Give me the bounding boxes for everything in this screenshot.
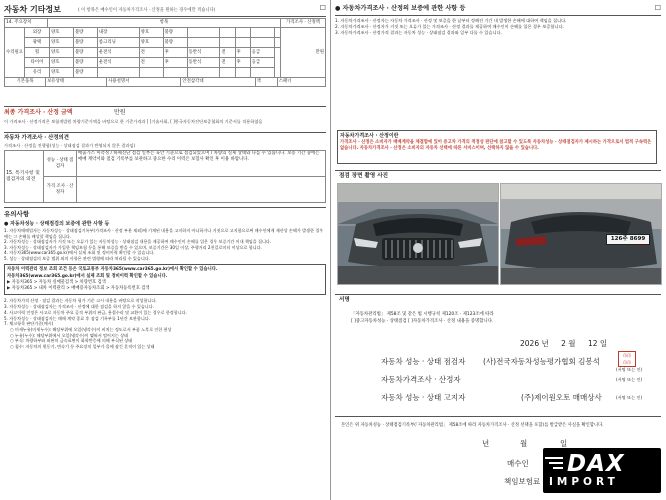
- insurance-fee-label: 책임보험료: [504, 477, 541, 486]
- receipt-month-label: 월: [520, 439, 528, 448]
- option[interactable]: 전: [139, 48, 163, 58]
- notice-item: 5. 성능 · 상태점검의 보증 범위 외의 사항은 관련 법령에 따라 처리될 수 있습니다.: [4, 255, 151, 261]
- photo-title: 점검 장면 촬영 사진: [339, 173, 389, 179]
- option[interactable]: 응급: [250, 48, 274, 58]
- section-subtitle: ( 이 항목은 매수인이 자동차가격조사 · 산정을 원하는 경우에만 적습니다): [78, 8, 216, 13]
- main-part-label: 14. 주요장치: [5, 19, 48, 28]
- month-unit: 월: [568, 339, 576, 348]
- option[interactable]: 스패너: [277, 78, 325, 87]
- option[interactable]: 전: [139, 58, 163, 68]
- notice-item: 4. 자동차365(www.car365.go.kr)에서 실제 조회 및 정비이력 확인할 수 있습니다.: [4, 250, 155, 256]
- rear-car-photo: [500, 183, 662, 285]
- won-unit: 만원: [281, 28, 326, 78]
- warranty-item: 2. 자동차가격조사 · 산정자가 거짓 또는 오류가 있는 가격조사 · 산정 결과를 제공하여 매수인이 손해를 입은 경우 보증합니다.: [335, 23, 564, 29]
- inspector-label: 성능 · 상태 점검자: [44, 151, 77, 177]
- price-header: 가격조사 · 산정액: [281, 19, 326, 28]
- box-line: ▶ 자동차365 > 내차 이력관리 > 매매용자동차조회 > 자동차등록번호 검색: [7, 286, 150, 292]
- row-label-glass: 유리: [24, 68, 49, 78]
- notice-items: [4, 228, 326, 261]
- year-unit: 년: [541, 339, 549, 348]
- checkbox-icon[interactable]: ☐: [319, 4, 326, 12]
- section-title: 자동차 기타정보: [4, 5, 61, 14]
- option[interactable]: 응급: [250, 58, 274, 68]
- warranty-item: 3. 자동차가격조사 · 산정가격 결과는 자동차 성능 · 상태점검 결과와 일부 다를 수 있습니다.: [335, 29, 502, 35]
- option[interactable]: 불량: [73, 68, 97, 78]
- opinion-title: 자동차 가격조사 · 산정의견: [4, 135, 69, 141]
- price-opinion-block: [4, 132, 326, 148]
- appraiser-comment: [77, 177, 326, 203]
- notice-item: 3. 자동차성능 · 상태점검자가 가입한 책임보험 등을 통해 보증을 받을 수 있으며, 보증기간은 30일 이상, 주행거리 2천킬로미터 이상으로 합니다.: [4, 244, 262, 250]
- option[interactable]: 후: [235, 58, 250, 68]
- notice-title: 유의사항: [4, 210, 30, 218]
- seal-stamp: 印印 印印: [618, 351, 636, 367]
- option[interactable]: 불량: [73, 38, 97, 48]
- date-line: [520, 339, 607, 348]
- front-car-image: [338, 184, 498, 284]
- option[interactable]: 보유상태: [46, 78, 107, 87]
- option[interactable]: 안전삼각대: [181, 78, 255, 87]
- logo-swoosh-line: [553, 467, 563, 469]
- option[interactable]: 운전석: [97, 58, 139, 68]
- warranty-item: 1. 자동차가격조사 · 산정자는 자동차 가격조사 · 산정 및 보증을 한 날부터 정해진 기간 내 발생한 손해에 대하여 책임을 집니다.: [335, 18, 567, 23]
- logo-swoosh-line: [549, 462, 563, 464]
- row-label-interior: 내장: [97, 28, 139, 38]
- receipt-text: 본인은 위 자동차성능 · 상태점검기록부(「자동차관리법」 제58조에 따라 자동차가격조사 · 산정 선택을 포함)를 발급받은 사실을 확인합니다.: [341, 423, 604, 428]
- logo-swoosh-line: [545, 457, 563, 459]
- tail-item: 5. 자동차성능 · 상태점검자는 매매 계약 종료 후 점검 기록부를 1년간 보관합니다.: [4, 315, 151, 321]
- column-divider: [330, 0, 331, 500]
- buyer-label: 매수인: [507, 459, 529, 468]
- option[interactable]: 후: [163, 48, 187, 58]
- item-header: 항목: [48, 19, 281, 28]
- final-price-note: 이 가격조사 · 산정가격은 보험개발원 차량기준가액을 바탕으로 한 기준가격과 [ ]기술사회, [ ]한국자동차진단보증협회의 기준서를 적용하였음: [4, 119, 263, 124]
- law-line-2: [ ]중고자동차성능 · 상태점검 [ ]자동차가격조사 · 산정 내용을 증명합니다.: [351, 319, 494, 325]
- option[interactable]: 양호: [49, 48, 73, 58]
- right-header: [335, 3, 661, 16]
- main-parts-table: [4, 18, 326, 87]
- day-unit: 일: [599, 339, 608, 348]
- tail-item: 4. 사고이력 인정은 사고로 자동차 주요 골격 부위의 판금, 용접수리 및 교환이 있는 경우로 한정합니다.: [4, 309, 187, 315]
- inspector-comment: 배출가스 미측정 / 하체진단 점검 일부는 육안 기준으로 점검되었으며 / 차량의 실제 상태와 다를 수 있습니다. 보증 기간 중에는 매매 계약서와 점검 기록부를 보관하고 중요한 수리 이력은 보험사 확인 후 이용 바랍니다.: [77, 151, 326, 177]
- tail-item: 7. 체크항목 판단기준(예시): [4, 321, 54, 327]
- year-value: 2026: [520, 339, 540, 348]
- option[interactable]: 불량: [163, 38, 187, 48]
- logo-sub-text: IMPORT: [549, 476, 619, 488]
- option[interactable]: 동반석: [187, 58, 220, 68]
- option[interactable]: 양호: [139, 28, 163, 38]
- row-label-basic-items: 기본품목: [5, 78, 46, 87]
- right-column: [333, 0, 666, 500]
- notice-subtitle: ● 자동차성능 · 상태점검의 보증에 관한 사항 등: [4, 221, 110, 228]
- final-price-label: 최종 가격조사 · 산정 금액: [4, 109, 73, 116]
- photo-section-header: [335, 170, 661, 181]
- notice-block: [4, 207, 326, 350]
- box-line: 자동차365(www.car365.go.kr)에서 실제 조회 및 정비이력 확인할 수 있습니다.: [7, 273, 168, 279]
- criteria-item: ○ 누유(누수): 해당부위에서 오일(냉각수)이 맺혀서 떨어지는 상태: [10, 332, 129, 338]
- license-plate: 126주 8699: [606, 234, 650, 245]
- final-price-block: [4, 106, 326, 124]
- appraiser-label: 자동차가격조사 · 산정자: [381, 375, 461, 384]
- dax-import-logo: [543, 448, 661, 493]
- day-value: 12: [587, 339, 598, 348]
- row-label-gloss: 광택: [24, 38, 49, 48]
- notice-item: 2. 자동차성능 · 상태점검자가 거짓 또는 오류가 있는 자동차성능 · 상태점검 내용을 제공하여 매수인이 손해를 입은 경우 보증기간 이내 책임을 집니다.: [4, 239, 272, 245]
- definition-title: 자동차가격조사 · 산정이란: [340, 133, 399, 139]
- definition-text: 가격조사 · 산정은 소비자가 매매계약을 체결함에 있어 중고차 가격의 적정성 판단에 참고할 수 있도록 자동차성능 · 상태점검자가 제시하는 가격으로서 법적 구속력은 없습니다. 자동차가격조사 · 산정은 소비자의 자동차 선택에 따른 서비스이며, 선택하지 않을 수 있습니다.: [340, 140, 652, 152]
- row-label-room-cleaning: 룸크리닝: [97, 38, 139, 48]
- option[interactable]: 후: [235, 48, 250, 58]
- option[interactable]: 양호: [139, 38, 163, 48]
- warranty-title: ● 자동차가격조사 · 산정의 보증에 관한 사항 등: [335, 5, 466, 12]
- opinion-line: 가격조사 · 산정을 진행함(성능 · 상태점검 결과가 반영되지 않은 결과임): [4, 142, 136, 148]
- option[interactable]: 전: [220, 48, 235, 58]
- front-car-photo: [337, 183, 499, 285]
- warranty-items: [335, 18, 661, 36]
- appraiser-label: 가격 조사 · 산정자: [44, 177, 77, 203]
- checkbox-icon[interactable]: ☐: [654, 4, 661, 12]
- repair-needed-label: 수리필요: [5, 28, 25, 78]
- notifier-label: 자동차 성능 · 상태 고지자: [381, 393, 466, 402]
- option[interactable]: 불량: [73, 48, 97, 58]
- notice-item: 1. 자동차매매업자는 자동차성능 · 상태점검기록부(가격조사 · 산정 부분 제외)에 기재된 내용을 고지하지 아니하거나 거짓으로 고지함으로써 매수인에게 재산상 손해가 발생한 경우에는 그 손해를 배상할 책임을 집니다.: [4, 228, 324, 239]
- special-notes-table: [4, 150, 326, 203]
- box-line: ▶ 자동차365 > 자동차 실매물검색 > 차량번호 검색: [7, 279, 106, 285]
- option[interactable]: 불량: [73, 28, 97, 38]
- receipt-year-label: 년: [482, 439, 490, 448]
- tail-item: 3. 자동차성능 · 상태점검자는 가격조사 · 산정에 대한 점검을 하지 않을 수 있습니다.: [4, 304, 154, 310]
- option[interactable]: 양호: [49, 38, 73, 48]
- sign-placeholder: (서명 또는 인): [616, 377, 643, 382]
- option[interactable]: 사용설명서: [107, 78, 181, 87]
- sign-placeholder: (서명 또는 인): [616, 395, 643, 400]
- notifier-name: (주)제이원오토 매매상사: [521, 393, 602, 402]
- option[interactable]: 양호: [49, 58, 73, 68]
- option[interactable]: 불량: [163, 28, 187, 38]
- box-line: 자동차 이력관리 정보 조회 조건 등은 국토교통부 자동차365(www.car365.go.kr)에서 확인할 수 있습니다.: [7, 267, 218, 273]
- signature-block: [335, 294, 661, 402]
- row-label-tire: 타이어: [24, 58, 49, 68]
- notice-tail: [4, 298, 326, 349]
- left-header: [4, 3, 326, 17]
- month-value: 2: [561, 339, 566, 348]
- law-line: 「자동차관리법」 제58조 및 같은 법 시행규칙 제120조 · 제123조에 따라: [351, 311, 494, 317]
- option[interactable]: 동반석: [187, 48, 220, 58]
- special-notes-label: 15. 특기사항 및 점검자의 의견: [5, 151, 44, 203]
- inspector-label: 자동차 성능 · 상태 점검자: [381, 357, 466, 366]
- option[interactable]: 양호: [49, 28, 73, 38]
- tail-item: 2. 자동차가격 산정 · 점검 결과는 자동차 평가 기준 고시 내용을 바탕으로 작성합니다.: [4, 298, 157, 304]
- receipt-day-label: 일: [560, 439, 568, 448]
- option[interactable]: 잭: [255, 78, 277, 87]
- option[interactable]: 양호: [49, 68, 73, 78]
- sign-placeholder: (서명 또는 인): [616, 367, 643, 372]
- criteria-item: ○ 부식: 차량하부와 외판의 금속표면이 화학반응에 의해 부식된 상태: [10, 338, 133, 344]
- option[interactable]: 불량: [73, 58, 97, 68]
- car365-box: [4, 264, 326, 295]
- option[interactable]: 전: [220, 58, 235, 68]
- criteria-item: ○ 침수: 자동차의 원동기, 변속기 등 주요장치 일부가 물에 잠긴 흔적이 있는 상태: [10, 344, 155, 350]
- signature-title: 서명: [339, 297, 350, 303]
- price-definition-box: [337, 130, 657, 164]
- inspector-name: (사)전국자동차성능평가협회 김봉석: [483, 357, 600, 366]
- logo-main-text: DAX: [567, 451, 625, 477]
- row-label-exterior: 외장: [24, 28, 49, 38]
- final-price-unit: 만원: [114, 109, 126, 116]
- option[interactable]: 운전석: [97, 48, 139, 58]
- option[interactable]: 후: [163, 58, 187, 68]
- criteria-item: ○ 미세누유(미세누수): 해당부위에 오일(냉각수)이 비치는 정도로서 부품 노후로 인한 현상: [10, 326, 172, 332]
- row-label-wheel: 휠: [24, 48, 49, 58]
- left-column: [0, 0, 329, 500]
